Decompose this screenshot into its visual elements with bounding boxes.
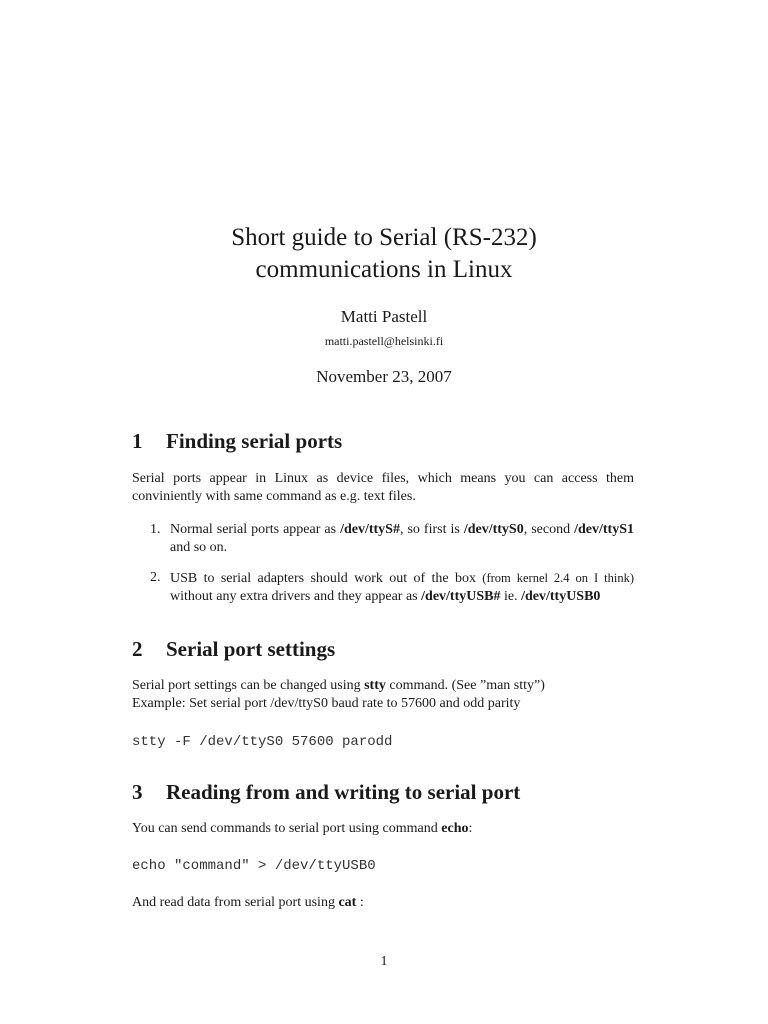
- serial-port-list: [150, 521, 634, 606]
- section-2-heading: [132, 636, 335, 662]
- device-name: /dev/ttyS#: [340, 522, 400, 537]
- paragraph-text: command. (See ”man stty”): [385, 678, 545, 693]
- section-3-text-cat: [132, 894, 634, 912]
- list-text: without any extra drivers and they appear as: [170, 589, 422, 604]
- paragraph-text: Serial port settings can be changed using: [132, 678, 365, 693]
- list-item: [150, 521, 634, 557]
- page-number: 1: [380, 954, 388, 969]
- code-block-stty: stty -F /dev/ttyS0 57600 parodd: [132, 734, 393, 750]
- author-email: matti.pastell@helsinki.fi: [324, 334, 444, 348]
- list-text: and so on.: [170, 540, 228, 555]
- list-text: ie.: [500, 589, 522, 604]
- section-1-intro: Serial ports appear in Linux as device files, which means you can access them conviniently with same command as e.g. text files.: [132, 471, 634, 504]
- section-number: 3: [132, 780, 143, 804]
- title-line-1: Short guide to Serial (RS-232): [231, 224, 537, 251]
- document-title: [0, 222, 768, 286]
- section-3-heading: [132, 779, 520, 805]
- command-name: cat: [338, 895, 357, 910]
- list-item: [150, 569, 634, 606]
- section-number: 2: [132, 637, 143, 661]
- command-name: echo: [441, 821, 469, 836]
- section-2-text: [132, 677, 634, 713]
- device-name: /dev/ttyS0: [463, 522, 524, 537]
- section-3-text-echo: [132, 820, 634, 838]
- device-name: /dev/ttyUSB#: [421, 589, 501, 604]
- list-text: USB to serial adapters should work out of the box: [170, 571, 483, 586]
- section-title-text: Serial port settings: [166, 637, 336, 661]
- section-1-heading: [132, 428, 342, 454]
- paragraph-text: Example: Set serial port /dev/ttyS0 baud rate to 57600 and odd parity: [132, 696, 521, 711]
- kernel-note: (from kernel 2.4 on I think): [482, 571, 634, 585]
- paragraph-text: And read data from serial port using: [132, 895, 339, 910]
- title-line-2: communications in Linux: [255, 256, 513, 283]
- list-marker: 1.: [150, 522, 161, 537]
- device-name: /dev/ttyS1: [574, 522, 634, 537]
- section-title-text: Finding serial ports: [166, 429, 343, 453]
- device-name: /dev/ttyUSB0: [521, 589, 601, 604]
- section-title-text: Reading from and writing to serial port: [166, 780, 521, 804]
- author-name: Matti Pastell: [340, 307, 428, 326]
- paragraph-text: :: [356, 895, 364, 910]
- document-date: November 23, 2007: [316, 367, 452, 386]
- command-name: stty: [364, 678, 386, 693]
- list-marker: 2.: [150, 570, 161, 585]
- list-text: , second: [523, 522, 575, 537]
- paragraph-text: You can send commands to serial port using command: [132, 821, 442, 836]
- code-block-echo: echo "command" > /dev/ttyUSB0: [132, 858, 376, 874]
- list-text: Normal serial ports appear as: [170, 522, 341, 537]
- section-number: 1: [132, 429, 143, 453]
- paragraph-text: :: [468, 821, 473, 836]
- list-text: , so first is: [399, 522, 464, 537]
